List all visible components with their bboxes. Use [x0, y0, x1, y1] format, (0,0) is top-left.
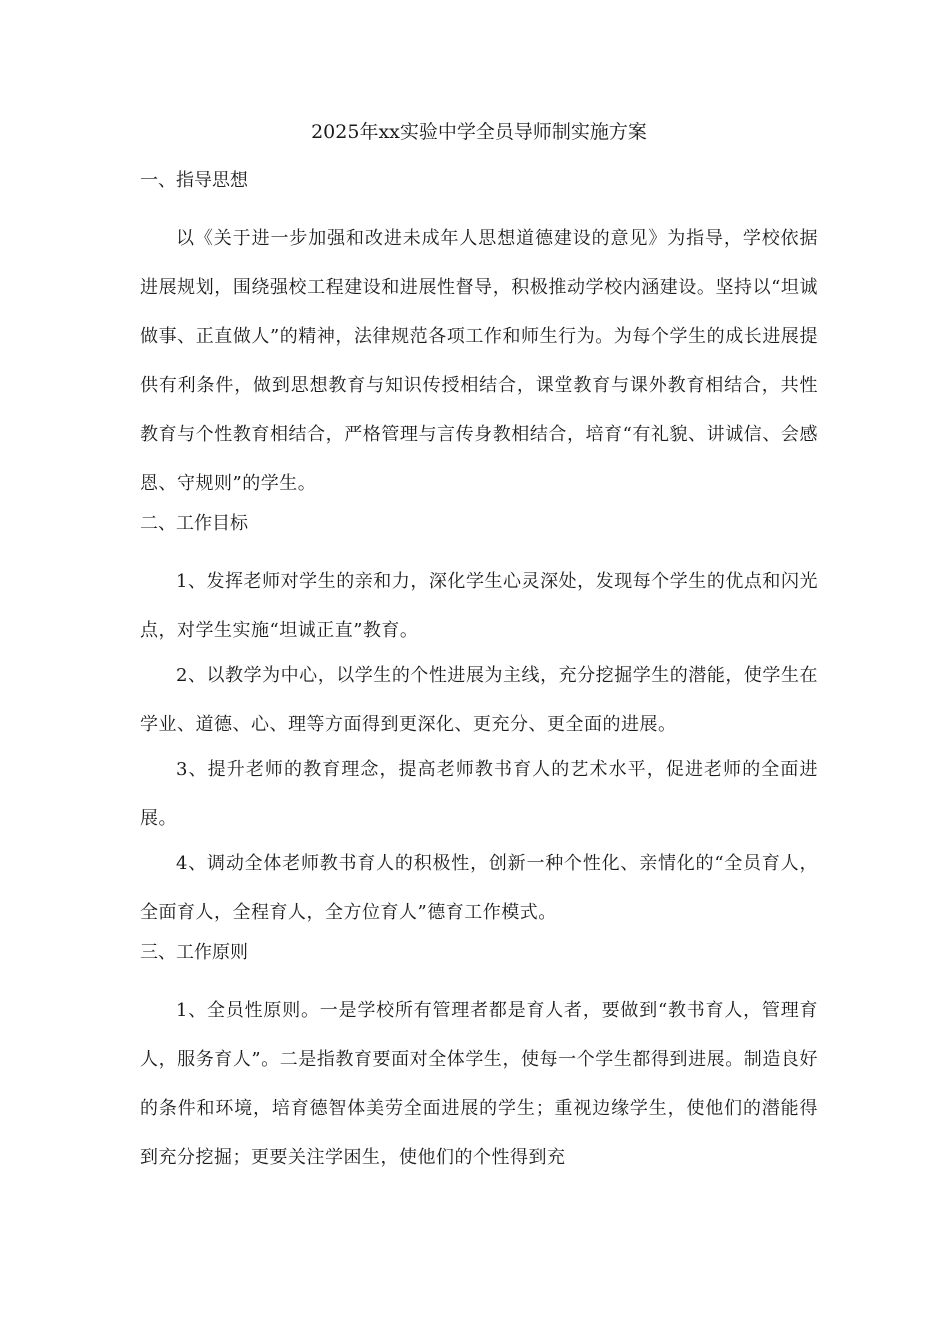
paragraph: 1、发挥老师对学生的亲和力，深化学生心灵深处，发现每个学生的优点和闪光点，对学生实施“坦诚正直”教育。 — [140, 571, 818, 641]
paragraph: 3、提升老师的教育理念，提高老师教书育人的艺术水平，促进老师的全面进展。 — [140, 759, 818, 829]
section-heading: 三、工作原则 — [140, 942, 248, 963]
section-work-goals — [140, 508, 818, 937]
section-work-principles — [140, 937, 818, 1182]
section-guiding-ideology — [140, 165, 818, 508]
section-heading: 一、指导思想 — [140, 170, 248, 191]
paragraph: 1、全员性原则。一是学校所有管理者都是育人者，要做到“教书育人，管理育人，服务育人”。二是指教育要面对全体学生，使每一个学生都得到进展。制造良好的条件和环境，培育德智体美劳全面进展的学生；重视边缘学生，使他们的潜能得到充分挖掘；更要关注学困生，使他们的个性得到充 — [140, 1000, 818, 1168]
section-heading: 二、工作目标 — [140, 513, 248, 534]
paragraph: 以《关于进一步加强和改进未成年人思想道德建设的意见》为指导，学校依据进展规划，围绕强校工程建设和进展性督导，积极推动学校内涵建设。坚持以“坦诚做事、正直做人”的精神，法律规范各项工作和师生行为。为每个学生的成长进展提供有利条件，做到思想教育与知识传授相结合，课堂教育与课外教育相结合，共性教育与个性教育相结合，严格管理与言传身教相结合，培育“有礼貌、讲诚信、会感恩、守规则”的学生。 — [140, 228, 818, 494]
paragraph: 4、调动全体老师教书育人的积极性，创新一种个性化、亲情化的“全员育人，全面育人，全程育人，全方位育人”德育工作模式。 — [140, 853, 818, 923]
document-title: 2025年xx实验中学全员导师制实施方案 — [311, 121, 647, 143]
paragraph: 2、以教学为中心，以学生的个性进展为主线，充分挖掘学生的潜能，使学生在学业、道德、心、理等方面得到更深化、更充分、更全面的进展。 — [140, 665, 818, 735]
